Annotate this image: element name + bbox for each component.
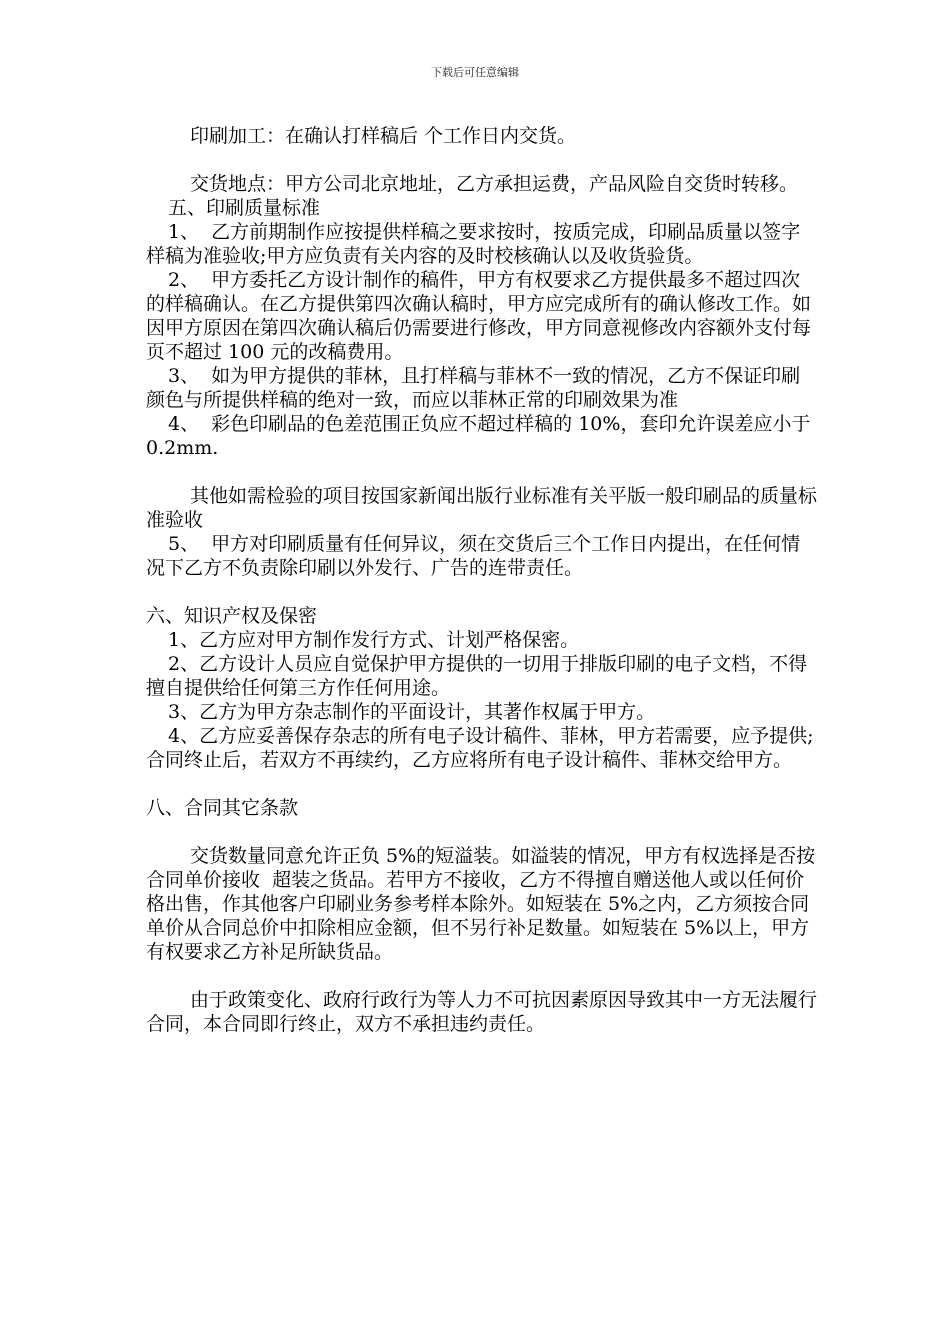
spacer <box>146 964 818 988</box>
page-header-note: 下载后可任意编辑 <box>431 66 519 79</box>
paragraph-printing-delivery: 印刷加工：在确认打样稿后 个工作日内交货。 <box>190 125 577 147</box>
paragraph-other-inspection: 其他如需检验的项目按国家新闻出版行业标准有关平版一般印刷品的质量标准验收 <box>146 485 818 531</box>
spacer <box>146 580 818 604</box>
paragraph-delivery-location: 交货地点：甲方公司北京地址，乙方承担运费，产品风险自交货时转移。 <box>190 173 799 195</box>
section-heading-other-terms: 八、合同其它条款 <box>146 797 299 819</box>
clause-ip-3: 3、乙方为甲方杂志制作的平面设计，其著作权属于甲方。 <box>168 701 656 723</box>
clause-quality-5: 5、 甲方对印刷质量有任何异议，须在交货后三个工作日内提出，在任何情况下乙方不负责除印刷以外发行、广告的连带责任。 <box>146 533 801 579</box>
clause-ip-2: 2、乙方设计人员应自觉保护甲方提供的一切用于排版印刷的电子文档，不得擅自提供给任何第三方作任何用途。 <box>146 653 808 699</box>
clause-quality-3: 3、 如为甲方提供的菲林，且打样稿与菲林不一致的情况，乙方不保证印刷颜色与所提供样稿的绝对一致，而应以菲林正常的印刷效果为准 <box>146 365 801 411</box>
spacer <box>146 460 818 484</box>
section-heading-ip: 六、知识产权及保密 <box>146 605 318 627</box>
clause-quality-4: 4、 彩色印刷品的色差范围正负应不超过样稿的 10%，套印允许误差应小于 0.2mm. <box>146 413 817 459</box>
section-heading-quality: 五、印刷质量标准 <box>168 197 321 219</box>
spacer <box>146 772 818 796</box>
clause-quality-2: 2、 甲方委托乙方设计制作的稿件，甲方有权要求乙方提供最多不超过四次的样稿确认。在乙方提供第四次确认稿时，甲方应完成所有的确认修改工作。如因甲方原因在第四次确认稿后仍需要进行修改，甲方同意视修改内容额外支付每页不超过 100 元的改稿费用。 <box>146 269 812 363</box>
clause-ip-4: 4、乙方应妥善保存杂志的所有电子设计稿件、菲林，甲方若需要，应予提供;合同终止后，若双方不再续约，乙方应将所有电子设计稿件、菲林交给甲方。 <box>146 725 814 771</box>
paragraph-force-majeure: 由于政策变化、政府行政行为等人力不可抗因素原因导致其中一方无法履行合同，本合同即行终止，双方不承担违约责任。 <box>146 989 818 1035</box>
paragraph-quantity-tolerance: 交货数量同意允许正负 5%的短溢装。如溢装的情况，甲方有权选择是否按合同单价接收 超装之货品。若甲方不接收，乙方不得擅自赠送他人或以任何价格出售，作其他客户印刷业务参考样本除外。如短装在 5%之内，乙方须按合同单价从合同总价中扣除相应金额，但不另行补足数量。如短装在 5%以上，甲方有权要求乙方补足所缺货品。 <box>146 845 816 963</box>
clause-quality-1: 1、 乙方前期制作应按提供样稿之要求按时，按质完成，印刷品质量以签字样稿为准验收;甲方应负责有关内容的及时校核确认以及收货验货。 <box>146 221 801 267</box>
spacer <box>146 148 818 172</box>
spacer <box>146 820 818 844</box>
document-body <box>146 124 818 1036</box>
clause-ip-1: 1、乙方应对甲方制作发行方式、计划严格保密。 <box>168 629 580 651</box>
